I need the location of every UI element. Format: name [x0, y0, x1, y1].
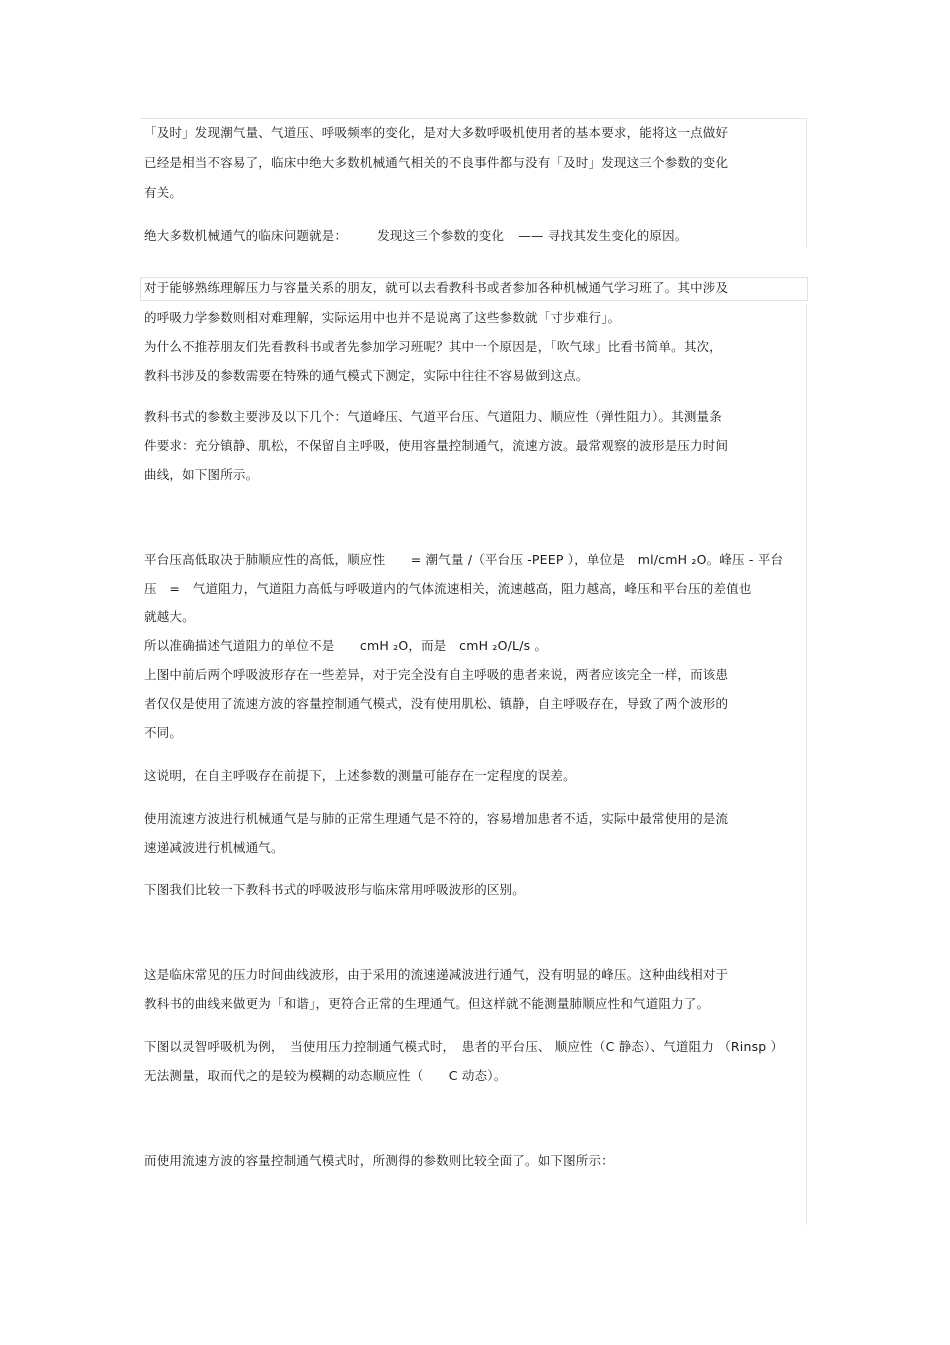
paragraph-2-part-b: 发现这三个参数的变化	[377, 228, 505, 243]
paragraph-10-line-1: 下图以灵智呼吸机为例， 当使用压力控制通气模式时， 患者的平台压、 顺应性（C 静态）、气道阻力 （Rinsp ）	[144, 1039, 784, 1054]
paragraph-2-part-a: 绝大多数机械通气的临床问题就是：	[144, 228, 348, 243]
paragraph-5-line-3: 就越大。	[144, 609, 195, 624]
paragraph-2-part-c: —— 寻找其发生变化的原因。	[518, 228, 688, 243]
paragraph-10-line-2: 无法测量，取而代之的是较为模糊的动态顺应性（ C 动态）。	[144, 1068, 507, 1083]
paragraph-1-line-1: 「及时」发现潮气量、气道压、呼吸频率的变化，是对大多数呼吸机使用者的基本要求，能将这一点做好	[144, 125, 729, 140]
paragraph-5-line-4: 所以准确描述气道阻力的单位不是 cmH ₂O，而是 cmH ₂O/L/s 。	[144, 638, 548, 653]
paragraph-5-line-2: 压 = 气道阻力，气道阻力高低与呼吸道内的气体流速相关，流速越高，阻力越高，峰压和平台压的差值也	[144, 581, 752, 596]
paragraph-4-line-3: 曲线，如下图所示。	[144, 467, 259, 482]
paragraph-3-line-4: 教科书涉及的参数需要在特殊的通气模式下测定，实际中往往不容易做到这点。	[144, 368, 589, 383]
paragraph-1-line-2: 已经是相当不容易了，临床中绝大多数机械通气相关的不良事件都与没有「及时」发现这三个参数的变化	[144, 155, 729, 170]
paragraph-5-line-5: 上图中前后两个呼吸波形存在一些差异，对于完全没有自主呼吸的患者来说，两者应该完全一样，而该患	[144, 667, 729, 682]
paragraph-5-line-1: 平台压高低取决于肺顺应性的高低，顺应性 = 潮气量 /（平台压 -PEEP ），单位是 ml/cmH ₂O。峰压 - 平台	[144, 552, 784, 567]
paragraph-3-line-3: 为什么不推荐朋友们先看教科书或者先参加学习班呢？其中一个原因是，「吹气球」比看书简单。其次，	[144, 339, 722, 354]
paragraph-6: 这说明，在自主呼吸存在前提下，上述参数的测量可能存在一定程度的误差。	[144, 768, 576, 783]
paragraph-2	[144, 228, 688, 244]
paragraph-7-line-2: 速递减波进行机械通气。	[144, 840, 284, 855]
paragraph-3-line-2: 的呼吸力学参数则相对难理解，实际运用中也并不是说离了这些参数就「寸步难行」。	[144, 310, 621, 325]
paragraph-9-line-1: 这是临床常见的压力时间曲线波形，由于采用的流速递减波进行通气，没有明显的峰压。这种曲线相对于	[144, 967, 729, 982]
paragraph-5-line-7: 不同。	[144, 725, 183, 740]
paragraph-8: 下图我们比较一下教科书式的呼吸波形与临床常用呼吸波形的区别。	[144, 882, 526, 897]
paragraph-5-line-6: 者仅仅是使用了流速方波的容量控制通气模式，没有使用肌松、镇静，自主呼吸存在，导致了两个波形的	[144, 696, 729, 711]
paragraph-4-line-2: 件要求：充分镇静、肌松，不保留自主呼吸，使用容量控制通气，流速方波。最常观察的波形是压力时间	[144, 438, 729, 453]
paragraph-11: 而使用流速方波的容量控制通气模式时，所测得的参数则比较全面了。如下图所示：	[144, 1153, 614, 1168]
paragraph-9-line-2: 教科书的曲线来做更为「和谐」，更符合正常的生理通气。但这样就不能测量肺顺应性和气道阻力了。	[144, 996, 710, 1011]
paragraph-3-line-1: 对于能够熟练理解压力与容量关系的朋友，就可以去看教科书或者参加各种机械通气学习班了。其中涉及	[144, 280, 729, 295]
paragraph-7-line-1: 使用流速方波进行机械通气是与肺的正常生理通气是不符的，容易增加患者不适，实际中最常使用的是流	[144, 811, 729, 826]
paragraph-1-line-3: 有关。	[144, 185, 183, 200]
paragraph-4-line-1: 教科书式的参数主要涉及以下几个：气道峰压、气道平台压、气道阻力、顺应性（弹性阻力）。其测量条	[144, 409, 722, 424]
